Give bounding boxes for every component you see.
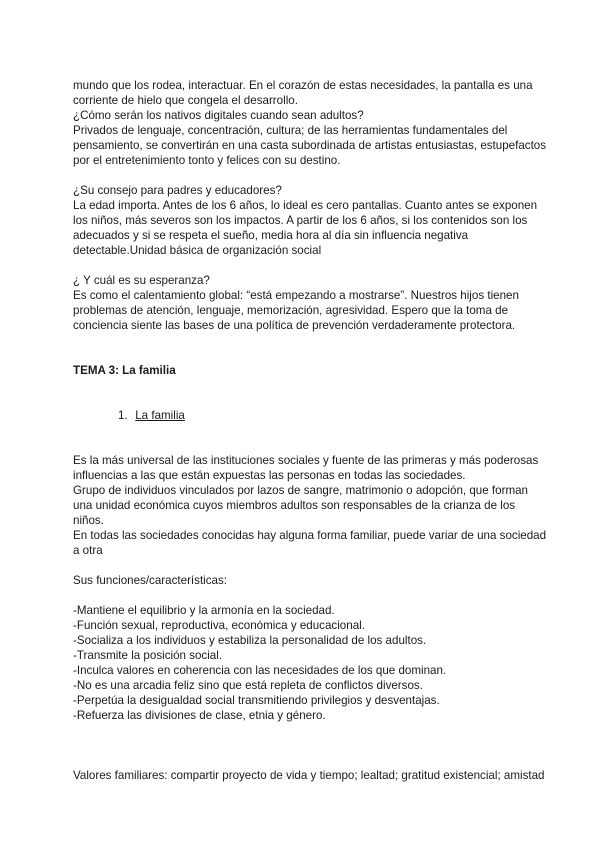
list-item: -Socializa a los individuos y estabiliza la personalidad de los adultos. bbox=[73, 634, 427, 647]
text-line: Es como el calentamiento global: “está empezando a mostrarse”. Nuestros hijos tienen bbox=[73, 289, 519, 302]
interview-question-3: ¿ Y cuál es su esperanza? bbox=[73, 274, 210, 287]
text-line: corriente de hielo que congela el desarrollo. bbox=[73, 94, 298, 107]
text-line: En todas las sociedades conocidas hay alguna forma familiar, puede variar de una sociedad bbox=[73, 529, 547, 542]
text-line: influencias a las que están expuestas las personas en todas las sociedades. bbox=[73, 469, 466, 482]
interview-intro bbox=[73, 78, 533, 108]
numbered-heading bbox=[73, 408, 533, 423]
list-item: -Perpetúa la desigualdad social transmitiendo privilegios y desventajas. bbox=[73, 694, 440, 707]
text-line: una unidad económica cuyos miembros adultos son responsables de la crianza de los bbox=[73, 499, 516, 512]
functions-list bbox=[73, 603, 533, 723]
text-line: los niños, más severos son los impactos. A partir de los 6 años, si los contenidos son los bbox=[73, 214, 528, 227]
list-item: -Mantiene el equilibrio y la armonía en la sociedad. bbox=[73, 604, 335, 617]
list-item: -Inculca valores en coherencia con las necesidades de los que dominan. bbox=[73, 664, 447, 677]
text-line: a otra bbox=[73, 544, 103, 557]
text-line: por el entretenimiento tonto y felices con su destino. bbox=[73, 154, 341, 167]
text-line: Privados de lenguaje, concentración, cultura; de las herramientas fundamentales del bbox=[73, 124, 508, 137]
text-line: La edad importa. Antes de los 6 años, lo ideal es cero pantallas. Cuanto antes se exponen bbox=[73, 199, 538, 212]
text-line: pensamiento, se convertirán en una casta subordinada de artistas entusiastas, estupefactos bbox=[73, 139, 547, 152]
list-number: 1. bbox=[118, 409, 128, 422]
list-item: -No es una arcadia feliz sino que está repleta de conflictos diversos. bbox=[73, 679, 423, 692]
functions-label: Sus funciones/características: bbox=[73, 574, 228, 587]
text-line: detectable.Unidad básica de organización social bbox=[73, 244, 322, 257]
interview-answer-1 bbox=[73, 123, 547, 168]
interview-answer-2 bbox=[73, 198, 538, 258]
text-line: mundo que los rodea, interactuar. En el corazón de estas necesidades, la pantalla es una bbox=[73, 79, 533, 92]
document-page bbox=[73, 78, 547, 783]
list-item: -Función sexual, reproductiva, económica y educacional. bbox=[73, 619, 365, 632]
text-line: niños. bbox=[73, 514, 104, 527]
list-item: -Refuerza las divisiones de clase, etnia y género. bbox=[73, 709, 326, 722]
definition-paragraph bbox=[73, 453, 547, 558]
text-line: problemas de atención, lenguaje, memorización, agresividad. Espero que la toma de bbox=[73, 304, 509, 317]
section-heading: TEMA 3: La familia bbox=[73, 364, 176, 377]
interview-question-2: ¿Su consejo para padres y educadores? bbox=[73, 184, 282, 197]
text-line: adecuados y si se respeta el sueño, media hora al día sin influencia negativa bbox=[73, 229, 469, 242]
text-line: conciencia siente las bases de una política de prevención verdaderamente protectora. bbox=[73, 319, 516, 332]
interview-answer-3 bbox=[73, 288, 533, 333]
text-line: Es la más universal de las instituciones sociales y fuente de las primeras y más poderosas bbox=[73, 454, 539, 467]
family-values-line: Valores familiares: compartir proyecto de vida y tiempo; lealtad; gratitud existencial; amistad bbox=[73, 769, 545, 782]
subsection-title: La familia bbox=[135, 409, 185, 422]
text-line: Grupo de individuos vinculados por lazos de sangre, matrimonio o adopción, que forman bbox=[73, 484, 528, 497]
interview-question-1: ¿Cómo serán los nativos digitales cuando sean adultos? bbox=[73, 109, 364, 122]
list-item: -Transmite la posición social. bbox=[73, 649, 223, 662]
